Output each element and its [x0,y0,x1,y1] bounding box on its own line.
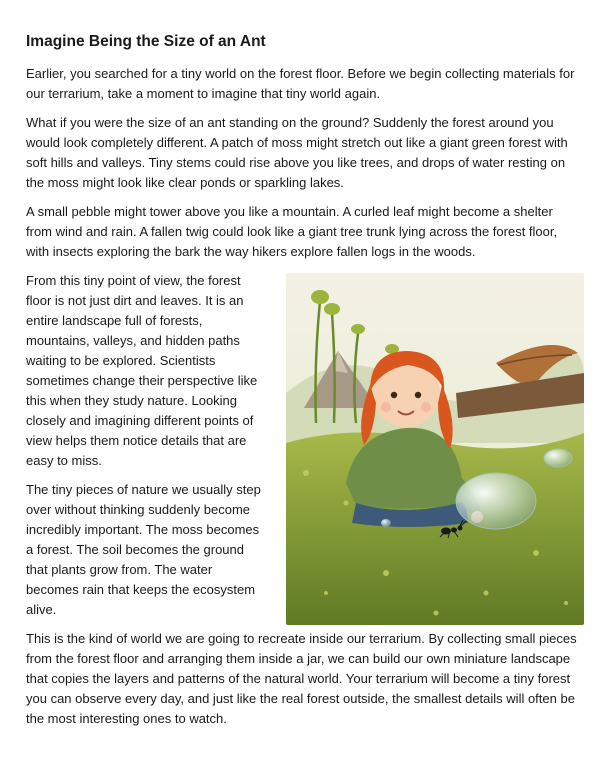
article [26,30,578,738]
child-examining-moss-illustration [286,273,584,625]
paragraph-2: What if you were the size of an ant standing on the ground? Suddenly the forest around you would look completely different. A patch of moss might stretch out like a giant green forest with soft hills and valleys. Tiny stems could rise above you like trees, and drops of water resting on the moss might look like clear ponds or sparkling lakes. [26,115,568,190]
paragraph-5: The tiny pieces of nature we usually step over without thinking suddenly become incredibly important. The moss becomes a forest. The soil becomes the ground that plants grow from. The water becomes rain that keeps the ecosystem alive. [26,482,261,617]
illustrated-section [26,271,578,620]
paragraph-4: From this tiny point of view, the forest floor is not just dirt and leaves. It is an entire landscape full of forests, mountains, valleys, and hidden paths waiting to be explored. Scientists sometimes change their perspective like this when they study nature. Looking closely and imagining different points of view helps them notice details that are easy to miss. [26,273,258,468]
paragraph-6: This is the kind of world we are going to recreate inside our terrarium. By collecting small pieces from the forest floor and arranging them inside a jar, we can build our own miniature landscape that copies the layers and patterns of the natural world. Your terrarium will become a tiny forest you can observe every day, and just like the real forest outside, the smallest details will often be the most interesting ones to watch. [26,631,577,726]
paragraph-3: A small pebble might tower above you like a mountain. A curled leaf might become a shelter from wind and rain. A fallen twig could look like a giant tree trunk lying across the forest floor, with insects exploring the bark the way hikers explore fallen logs in the woods. [26,204,558,259]
article-title: Imagine Being the Size of an Ant [26,33,266,50]
paragraph-1: Earlier, you searched for a tiny world on the forest floor. Before we begin collecting materials for our terrarium, take a moment to imagine that tiny world again. [26,66,575,101]
